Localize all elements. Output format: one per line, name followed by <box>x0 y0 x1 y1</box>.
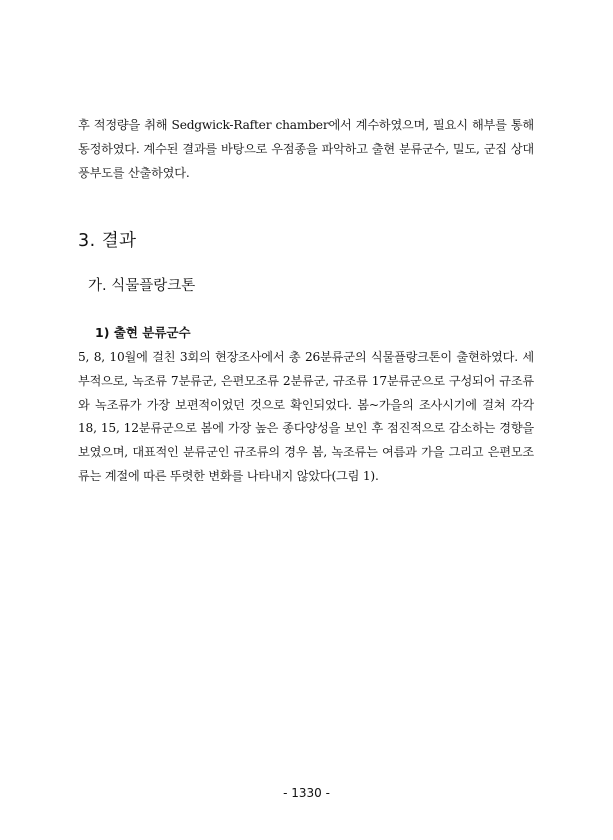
page-number: - 1330 - <box>283 786 330 800</box>
section-heading: 3. 결과 <box>78 231 137 251</box>
results-paragraph: 5, 8, 10월에 걸친 3회의 현장조사에서 총 26분류군의 식물플랑크톤이 출현하였다. 세부적으로, 녹조류 7분류군, 은편모조류 2분류군, 규조류 17분류군으로 구성되어 규조류와 녹조류가 가장 보편적이었던 것으로 확인되었다. 봄~가을의 조사시기에 걸쳐 각각 18, 15, 12분류군으로 봄에 가장 높은 종다양성을 보인 후 점진적으로 감소하는 경향을 보였으며, 대표적인 분류군인 규조류의 경우 봄, 녹조류는 여름과 가을 그리고 은편모조류는 계절에 따른 뚜렷한 변화를 나타내지 않았다(그림 1). <box>78 350 534 483</box>
subsubsection-heading: 1) 출현 분류군수 <box>95 325 191 340</box>
intro-paragraph: 후 적정량을 취해 Sedgwick-Rafter chamber에서 계수하였으며, 필요시 해부를 통해 동정하였다. 계수된 결과를 바탕으로 우점종을 파악하고 출현 분류군수, 밀도, 군집 상대풍부도를 산출하였다. <box>78 118 534 180</box>
subsection-heading: 가. 식물플랑크톤 <box>88 278 196 294</box>
